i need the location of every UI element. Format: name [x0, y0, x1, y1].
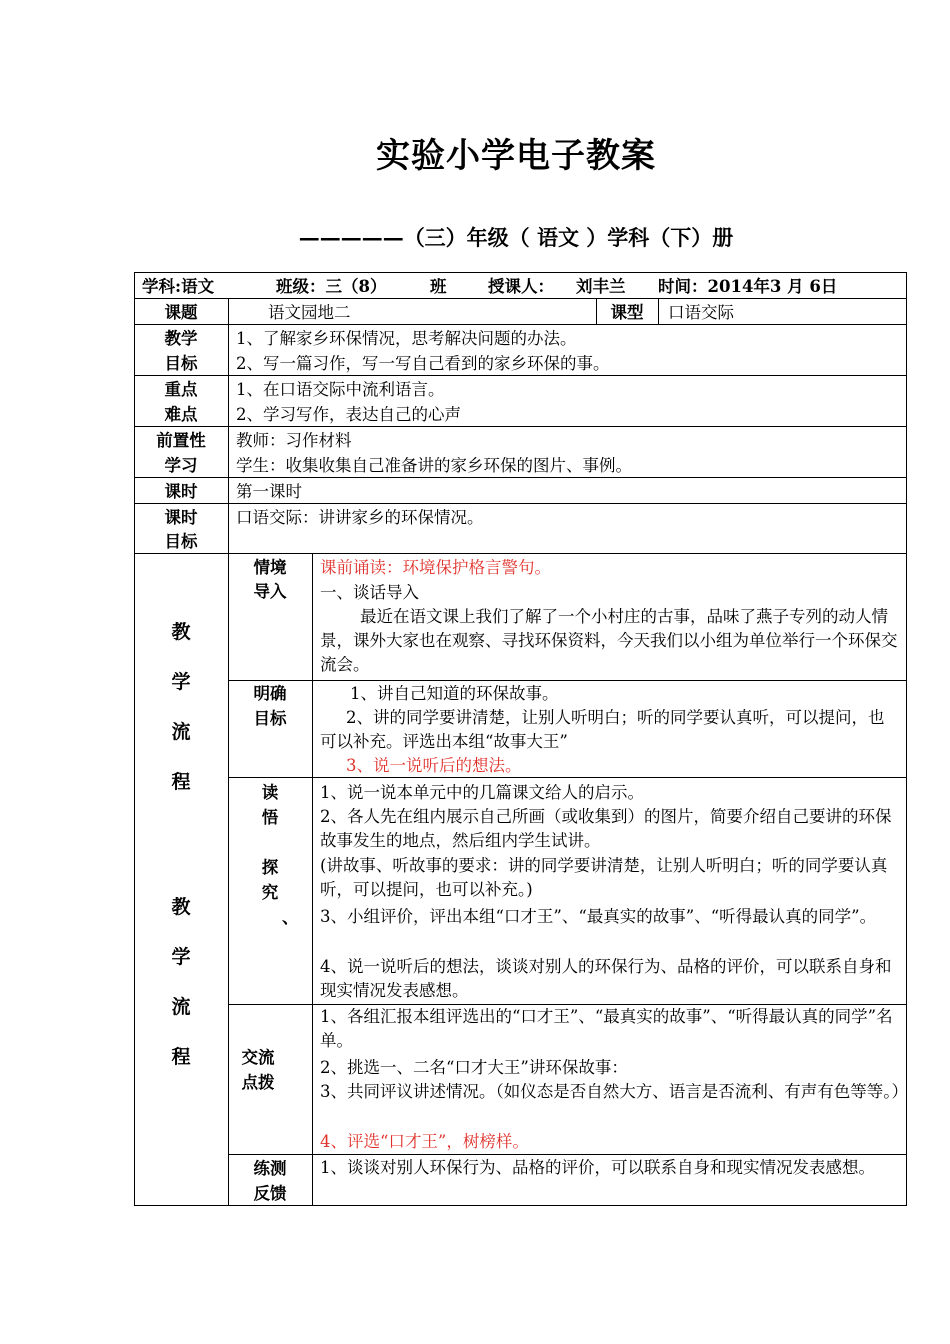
flow-char-8: 程	[171, 1046, 191, 1068]
prep-label-1: 前置性	[156, 431, 206, 450]
s1-paragraph: 最近在语文课上我们了解了一个小村庄的古事，品味了燕子专列的动人情景，课外大家也在观察、寻找环保资料，今天我们以小组为单位举行一个环保交流会。	[320, 607, 898, 674]
keypoints-label-2: 难点	[164, 405, 198, 424]
document-title: 实验小学电子教案	[376, 136, 656, 176]
prep-label-2: 学习	[164, 456, 198, 475]
period-goal-value: 口语交际：讲讲家乡的环保情况。	[236, 508, 484, 527]
s3-line-5: 4、说一说听后的想法，谈谈对别人的环保行为、品格的评价，可以联系自身和现实情况发表感想。	[320, 957, 892, 1000]
s1-label-2: 导入	[253, 582, 287, 601]
s2-line-2: 2、讲的同学要讲清楚，让别人听明白；听的同学要认真听，可以提问，也可以补充。评选出本组“故事大王”	[320, 708, 885, 751]
s3-label-1: 读	[261, 783, 279, 802]
subject-field: 学科:语文	[142, 277, 215, 296]
s4-label-1: 交流	[241, 1048, 275, 1067]
s2-label-2: 目标	[253, 709, 287, 728]
s3-line-2: 2、各人先在组内展示自己所画（或收集到）的图片，简要介绍自己要讲的环保故事发生的地点，然后组内学生试讲。	[320, 807, 892, 850]
goals-label-2: 目标	[164, 354, 198, 373]
flow-char-5: 教	[171, 896, 191, 918]
date-field: 时间：2014年3 月 6日	[658, 277, 838, 296]
type-label: 课型	[610, 303, 644, 322]
keypoint-line-2: 2、学习写作，表达自己的心声	[236, 405, 461, 424]
flow-char-2: 学	[171, 671, 191, 693]
goals-label-1: 教学	[164, 329, 198, 348]
flow-char-6: 学	[171, 946, 191, 968]
s3-line-3: (讲故事、听故事的要求：讲的同学要讲清楚，让别人听明白；听的同学要认真听，可以提问，也可以补充。)	[320, 856, 888, 899]
s3-label-2: 悟	[261, 808, 279, 827]
keypoint-line-1: 1、在口语交际中流利语言。	[236, 380, 445, 399]
period-label: 课时	[164, 482, 198, 501]
s5-line-1: 1、谈谈对别人环保行为、品格的评价，可以联系自身和现实情况发表感想。	[320, 1158, 875, 1177]
keypoints-label-1: 重点	[164, 380, 198, 399]
s3-line-4: 3、小组评价，评出本组“口才王”、“最真实的故事”、“听得最认真的同学”。	[320, 907, 877, 926]
s2-label-1: 明确	[253, 684, 287, 703]
period-goal-label-2: 目标	[164, 532, 198, 551]
teacher-label: 授课人：	[488, 277, 554, 296]
s3-line-1: 1、说一说本单元中的几篇课文给人的启示。	[320, 783, 644, 802]
s4-red-line: 4、评选“口才王”，树榜样。	[320, 1132, 529, 1151]
flow-char-1: 教	[171, 621, 191, 643]
s2-red-line: 3、说一说听后的想法。	[346, 756, 522, 775]
s1-red-line: 课前诵读：环境保护格言警句。	[320, 558, 551, 577]
s3-label-4: 究	[261, 883, 279, 902]
s5-label-1: 练测	[253, 1159, 287, 1178]
teacher-name: 刘丰兰	[576, 277, 626, 296]
document-subtitle: —————（三）年级（ 语文 ）学科（下）册	[298, 225, 734, 250]
s2-line-1: 1、讲自己知道的环保故事。	[350, 684, 559, 703]
period-goal-label-1: 课时	[164, 508, 198, 527]
goal-line-2: 2、写一篇习作，写一写自己看到的家乡环保的事。	[236, 354, 610, 373]
flow-char-4: 程	[171, 771, 191, 793]
prep-line-2: 学生：收集收集自己准备讲的家乡环保的图片、事例。	[236, 456, 632, 475]
flow-char-3: 流	[171, 721, 191, 743]
s4-label-2: 点拨	[241, 1073, 275, 1092]
topic-value: 语文园地二	[268, 303, 351, 322]
goal-line-1: 1、了解家乡环保情况，思考解决问题的办法。	[236, 329, 577, 348]
topic-label: 课题	[164, 303, 198, 322]
type-value: 口语交际	[668, 303, 734, 322]
s4-line-3: 3、共同评议讲述情况。（如仪态是否自然大方、语言是否流利、有声有色等等。）	[320, 1082, 908, 1101]
class-suffix: 班	[430, 277, 447, 296]
period-value: 第一课时	[236, 482, 302, 501]
s1-line-2: 一、谈话导入	[320, 583, 419, 602]
s3-label-5: 、	[282, 908, 299, 927]
prep-line-1: 教师：习作材料	[236, 431, 352, 450]
s4-line-1: 1、各组汇报本组评选出的“口才王”、“最真实的故事”、“听得最认真的同学”名单。	[320, 1007, 893, 1050]
s1-label-1: 情境	[253, 558, 287, 577]
class-field: 班级：三（8）	[276, 277, 387, 296]
flow-char-7: 流	[171, 996, 191, 1018]
s4-line-2: 2、挑选一、二名“口才大王”讲环保故事：	[320, 1058, 628, 1077]
s3-label-3: 探	[261, 858, 279, 877]
s5-label-2: 反馈	[253, 1184, 287, 1203]
